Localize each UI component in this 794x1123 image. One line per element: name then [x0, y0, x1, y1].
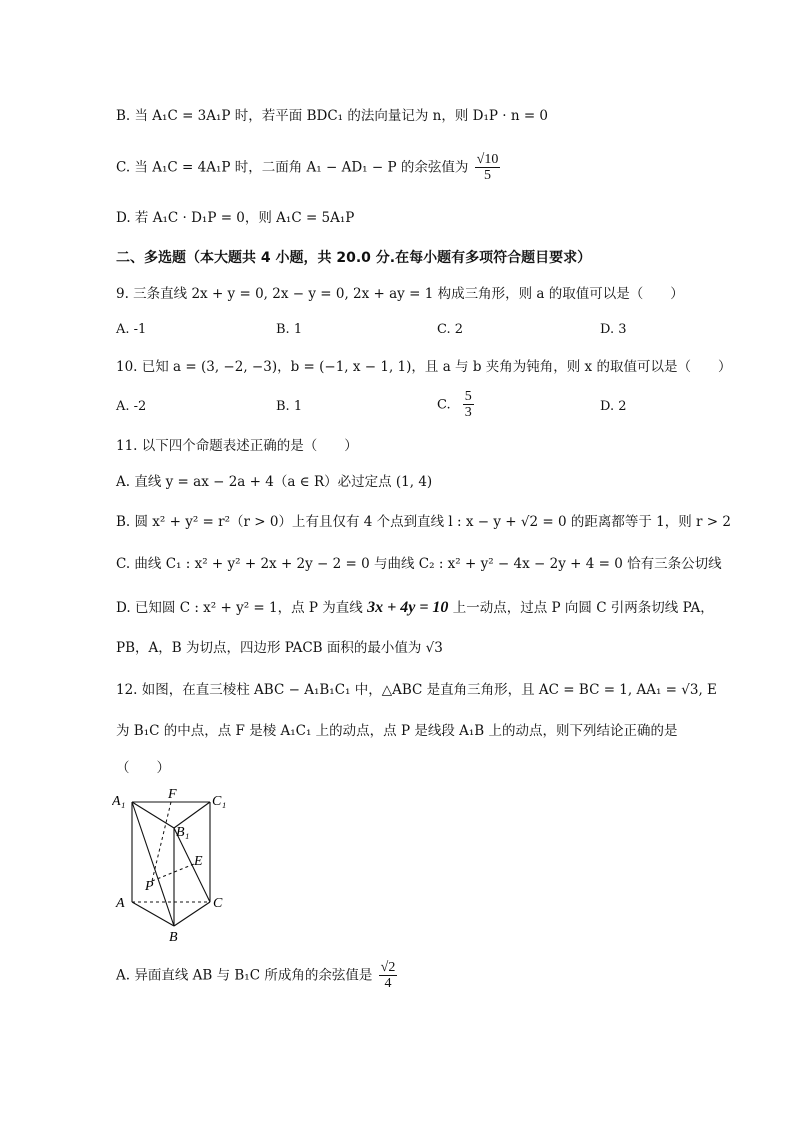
question-12-line3: （ ）	[116, 760, 170, 776]
label-b: B	[169, 930, 178, 945]
q10-c-numerator: 5	[464, 389, 472, 404]
q10-option-d: D. 2	[600, 399, 627, 414]
q11-option-a: A. 直线 y = ax − 2a + 4（a ∈ R）必过定点 (1, 4)	[116, 474, 433, 490]
q11-d-text-a: D. 已知圆 C : x² + y² = 1，点 P 为直线	[116, 600, 363, 616]
question-12-line1: 12. 如图，在直三棱柱 ABC − A₁B₁C₁ 中，△ABC 是直角三角形，且 AC = BC = 1, AA₁ = √3, E	[116, 682, 717, 698]
q11-option-c: C. 曲线 C₁ : x² + y² + 2x + 2y − 2 = 0 与曲线 C₂ : x² + y² − 4x − 2y + 4 = 0 恰有三条公切线	[116, 556, 722, 572]
question-12-line2: 为 B₁C 的中点，点 F 是棱 A₁C₁ 上的动点，点 P 是线段 A₁B 上的动点，则下列结论正确的是	[116, 723, 678, 739]
label-e: E	[194, 854, 203, 869]
q10-option-c-fraction	[463, 389, 474, 421]
question-9: 9. 三条直线 2x + y = 0, 2x − y = 0, 2x + ay = 1 构成三角形，则 a 的取值可以是（ ）	[116, 286, 684, 302]
q10-option-a: A. -2	[116, 399, 147, 414]
q8-option-d: D. 若 A₁C · D₁P = 0，则 A₁C = 5A₁P	[116, 210, 355, 226]
label-c: C	[213, 896, 223, 911]
label-f: F	[168, 787, 177, 802]
question-10: 10. 已知 a = (3, −2, −3)，b = (−1, x − 1, 1)，且 a 与 b 夹角为钝角，则 x 的取值可以是（ ）	[116, 359, 732, 375]
q10-option-c	[437, 389, 476, 421]
q12-a-text: A. 异面直线 AB 与 B₁C 所成角的余弦值是	[116, 967, 373, 984]
label-a1: A₁	[112, 794, 126, 809]
q12-a-fraction	[379, 960, 398, 992]
q11-option-d-line1	[116, 598, 714, 617]
q11-option-d-line2: PB，A，B 为切点，四边形 PACB 面积的最小值为 √3	[116, 640, 443, 656]
label-c1: C₁	[212, 794, 227, 809]
section-heading: 二、多选题（本大题共 4 小题，共 20.0 分.在每小题有多项符合题目要求）	[116, 250, 592, 266]
prism-figure	[112, 786, 262, 946]
label-b1: B₁	[176, 825, 190, 840]
q8-option-c-text: C. 当 A₁C = 4A₁P 时，二面角 A₁ − AD₁ − P 的余弦值为	[116, 159, 469, 176]
q10-c-denominator: 3	[464, 405, 472, 421]
q8-option-b: B. 当 A₁C = 3A₁P 时，若平面 BDC₁ 的法向量记为 n，则 D₁P · n = 0	[116, 108, 549, 124]
q11-d-text-c: 上一动点，过点 P 向圆 C 引两条切线 PA，	[452, 600, 714, 616]
q8-c-denominator: 5	[483, 168, 491, 184]
q10-option-c-label: C.	[437, 397, 451, 413]
q9-option-d: D. 3	[600, 322, 627, 337]
q9-option-b: B. 1	[276, 322, 303, 337]
q12-option-a	[116, 960, 399, 992]
label-p: P	[145, 879, 154, 894]
q8-option-c	[116, 152, 502, 184]
label-a: A	[116, 896, 125, 911]
q11-d-equation: 3x + 4y = 10	[367, 599, 449, 616]
q8-option-c-fraction	[475, 152, 501, 184]
q12-a-numerator: √2	[380, 960, 396, 975]
q9-option-c: C. 2	[437, 322, 464, 337]
q12-a-denominator: 4	[384, 976, 392, 992]
q9-option-a: A. -1	[116, 322, 147, 337]
question-11: 11. 以下四个命题表述正确的是（ ）	[116, 438, 358, 454]
q11-option-b: B. 圆 x² + y² = r²（r > 0）上有且仅有 4 个点到直线 l : x − y + √2 = 0 的距离都等于 1，则 r > 2	[116, 514, 731, 530]
q8-c-numerator: √10	[476, 152, 499, 167]
q10-option-b: B. 1	[276, 399, 303, 414]
